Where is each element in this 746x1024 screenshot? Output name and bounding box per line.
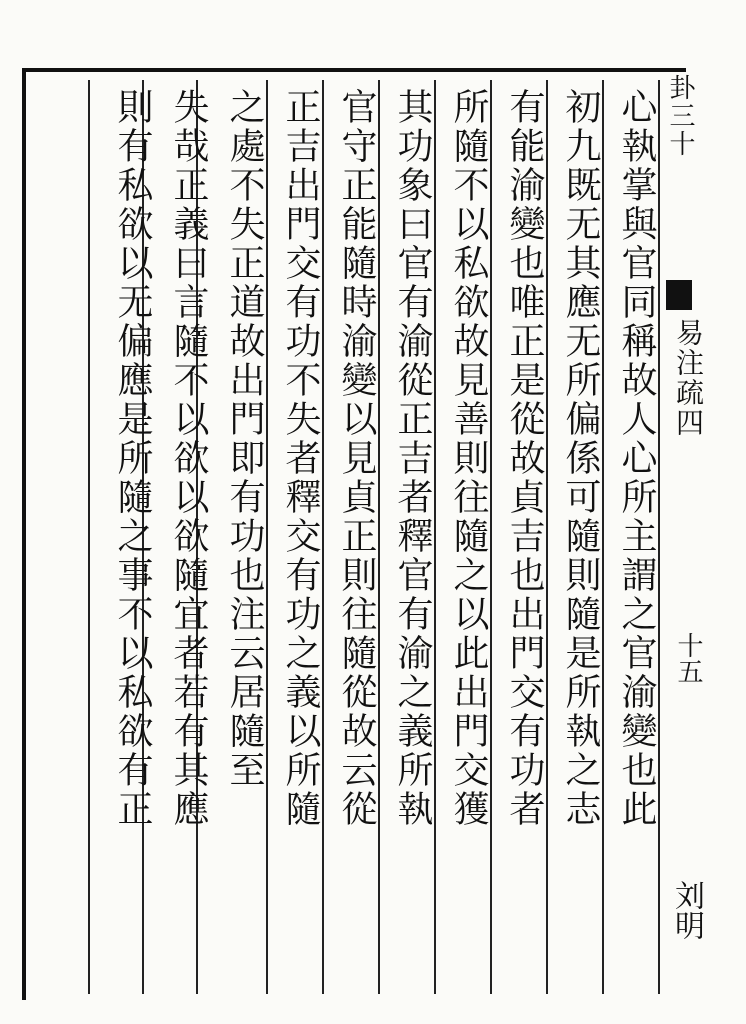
text-column-6: 官守正能隨時渝變以見貞正則往隨從故云從 (336, 88, 377, 829)
text-column-7: 正吉出門交有功不失者釋交有功之義以所隨 (280, 88, 321, 829)
text-column-10: 則有私欲以无偏應是所隨之事不以私欲有正 (112, 88, 153, 829)
top-right-label: 卦三十 (665, 74, 695, 158)
folio-number: 十五 (673, 632, 703, 684)
text-column-3: 有能渝變也唯正是從故貞吉也出門交有功者 (504, 88, 545, 829)
text-column-9: 失哉正義曰言隨不以欲以欲隨宜者若有其應 (168, 88, 209, 829)
frame-left-border (22, 68, 26, 1000)
text-column-8: 之處不失正道故出門即有功也注云居隨至 (224, 88, 265, 790)
side-book-title: 易注疏四 (672, 318, 705, 438)
text-column-5: 其功象曰官有渝從正吉者釋官有渝之義所執 (392, 88, 433, 829)
text-column-1: 心執掌與官同稱故人心所主謂之官渝變也此 (616, 88, 657, 829)
carver-name: 刘明 (669, 880, 704, 940)
fishtail-mark (666, 280, 692, 310)
text-column-4: 所隨不以私欲故見善則往隨之以此出門交獲 (448, 88, 489, 829)
column-rule (88, 80, 90, 994)
frame-top-border (22, 68, 686, 72)
text-column-2: 初九既无其應无所偏係可隨則隨是所執之志 (560, 88, 601, 829)
